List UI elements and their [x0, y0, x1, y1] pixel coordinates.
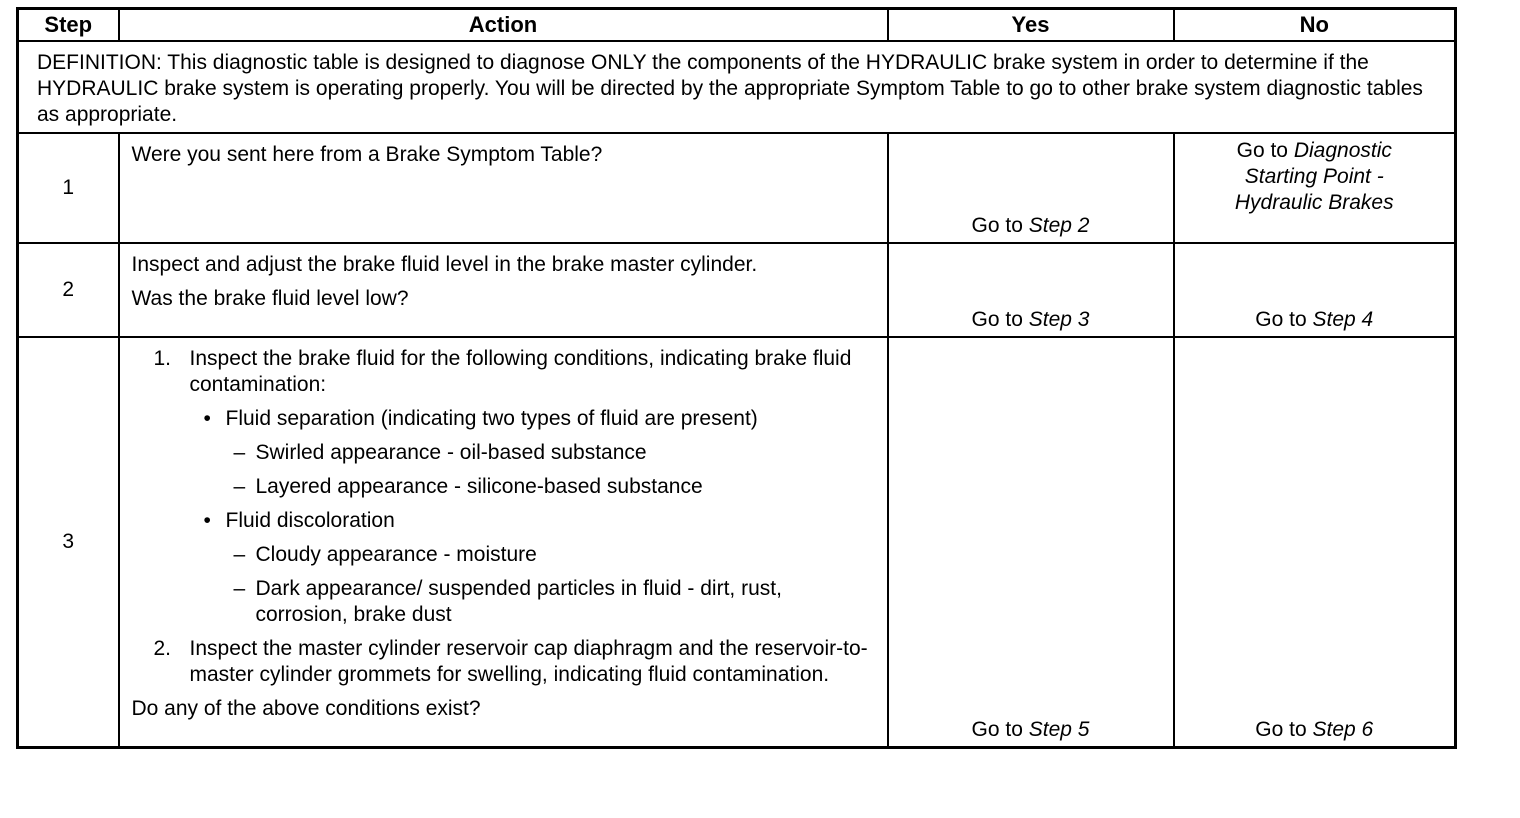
no-prefix: Go to [1255, 717, 1307, 741]
dash-item [132, 440, 877, 466]
yes-cell [888, 243, 1174, 337]
no-target-line2: Starting Point - [1244, 165, 1384, 188]
dash-icon: – [233, 441, 246, 464]
item-text: Inspect the brake fluid for the following conditions, indicating brake fluid contamination: [189, 347, 852, 396]
header-action: Action [119, 9, 888, 42]
table-row [18, 133, 1456, 243]
definition-text: DEFINITION: This diagnostic table is designed to diagnose ONLY the components of the HYDRAULIC brake system in order to determine if the HYDRAULIC brake system is operating properly. You will be directed by the appropriate Symptom Table to go to other brake system diagnostic tables as appropriate. [18, 41, 1456, 133]
step-number: 2 [18, 243, 119, 337]
numbered-item [132, 636, 877, 688]
no-target: Step 6 [1312, 717, 1374, 741]
yes-target: Step 5 [1028, 717, 1090, 741]
no-cell [1174, 243, 1456, 337]
yes-target: Step 3 [1028, 308, 1090, 331]
header-yes: Yes [888, 9, 1174, 42]
dash-icon: – [233, 543, 246, 566]
dash-text: Dark appearance/ suspended particles in fluid - dirt, rust, corrosion, brake dust [255, 577, 782, 626]
action-text: Inspect and adjust the brake fluid level in the brake master cylinder. [131, 253, 758, 276]
yes-cell [888, 337, 1174, 747]
dash-text: Cloudy appearance - moisture [255, 543, 537, 566]
yes-prefix: Go to [971, 308, 1023, 331]
bullet-text: Fluid discoloration [225, 509, 395, 532]
action-cell [119, 243, 888, 337]
yes-target: Step 2 [1028, 214, 1090, 237]
no-target: Step 4 [1312, 308, 1374, 331]
dash-text: Swirled appearance - oil-based substance [255, 441, 647, 464]
no-prefix: Go to [1255, 308, 1307, 331]
yes-cell [888, 133, 1174, 243]
header-no: No [1174, 9, 1456, 42]
bullet-text: Fluid separation (indicating two types of fluid are present) [225, 407, 758, 430]
bullet-item [132, 406, 877, 432]
question-text: Do any of the above conditions exist? [131, 697, 481, 720]
dash-item [132, 576, 877, 628]
diagnostic-table [16, 7, 1457, 749]
item-number: 1. [153, 347, 172, 370]
definition-row [18, 41, 1456, 133]
no-prefix: Go to [1236, 139, 1288, 162]
question-text: Were you sent here from a Brake Symptom Table? [131, 143, 603, 166]
step-number: 1 [18, 133, 119, 243]
dash-icon: – [233, 577, 246, 600]
no-target-line3: Hydraulic Brakes [1234, 191, 1394, 214]
question-text: Was the brake fluid level low? [131, 287, 409, 310]
dash-text: Layered appearance - silicone-based substance [255, 475, 703, 498]
action-cell [119, 337, 888, 747]
dash-icon: – [233, 475, 246, 498]
header-row [18, 9, 1456, 42]
item-text: Inspect the master cylinder reservoir cap diaphragm and the reservoir-to-master cylinder grommets for swelling, indicating fluid contamination. [189, 637, 868, 686]
bullet-icon: • [203, 509, 211, 532]
yes-prefix: Go to [971, 717, 1023, 741]
yes-prefix: Go to [971, 214, 1023, 237]
action-cell [119, 133, 888, 243]
no-cell [1174, 133, 1456, 243]
no-cell [1174, 337, 1456, 747]
bullet-icon: • [203, 407, 211, 430]
step-number: 3 [18, 337, 119, 747]
table-row [18, 337, 1456, 747]
table-row [18, 243, 1456, 337]
header-step: Step [18, 9, 119, 42]
dash-item [132, 474, 877, 500]
bullet-item [132, 508, 877, 534]
no-target-line1: Diagnostic [1293, 139, 1392, 162]
dash-item [132, 542, 877, 568]
numbered-item [132, 346, 877, 398]
item-number: 2. [153, 637, 172, 660]
